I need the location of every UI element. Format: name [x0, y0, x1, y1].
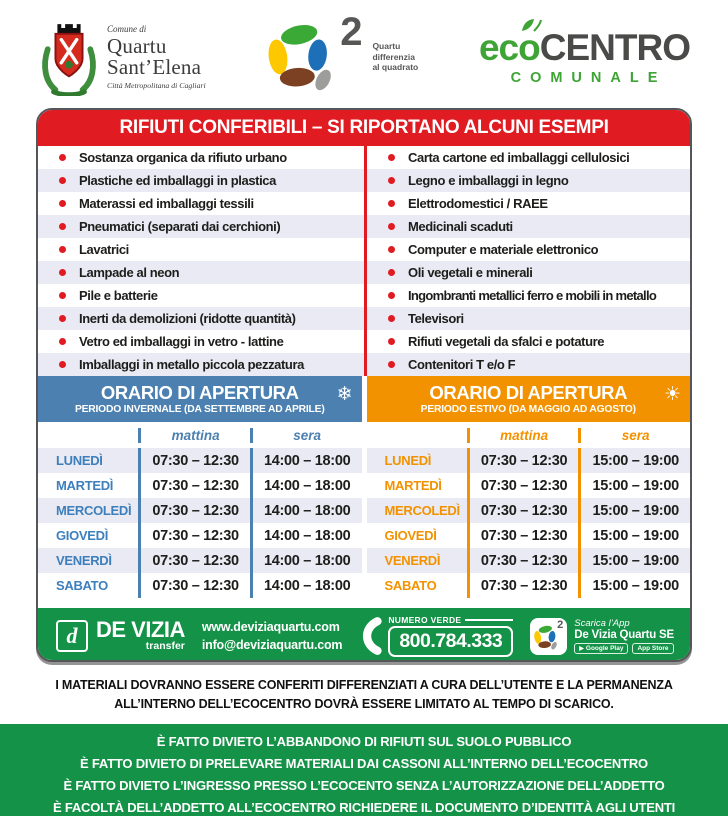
devizia-footer-bar [38, 608, 690, 662]
winter-schedule-header [38, 376, 362, 422]
list-item [367, 169, 690, 192]
app-scarica-label: Scarica l’App [574, 618, 630, 629]
rule-line: È FATTO DIVIETO L’ABBANDONO DI RIFIUTI SUL SUOLO PUBBLICO [156, 734, 572, 749]
list-item-label: Pneumatici (separati dai cerchioni) [79, 219, 281, 234]
comune-subtitle: Città Metropolitana di Cagliari [107, 80, 206, 90]
list-item [367, 284, 690, 307]
list-item-label: Medicinali scaduti [408, 219, 513, 234]
list-item-label: Plastiche ed imballaggi in plastica [79, 173, 276, 188]
summer-schedule [367, 376, 691, 608]
rule-line: È FACOLTÀ DELL’ADDETTO ALL’ECOCENTRO RICHIEDERE IL DOCUMENTO D’IDENTITÀ AGLI UTENTI [52, 800, 676, 816]
waste-column-left [38, 146, 364, 376]
list-item [367, 261, 690, 284]
google-play-badge[interactable]: ▶ Google Play [574, 643, 628, 654]
bullet-icon [388, 315, 395, 322]
quartu2-caption-line3: al quadrato [372, 62, 419, 73]
comune-name-line1: Quartu [107, 33, 167, 58]
waste-lists [38, 146, 690, 376]
ecocentro-comunale-text: COMUNALE [510, 69, 667, 86]
summer-title: ORARIO DI APERTURA [429, 382, 628, 404]
list-item-label: Televisori [408, 311, 464, 326]
rules-banner [0, 724, 728, 816]
rule-line: È FATTO DIVIETO L’INGRESSO PRESSO L’ECOCENTO SENZA L’AUTORIZZAZIONE DELL’ADDETTO [63, 778, 665, 794]
bullet-icon [59, 338, 66, 345]
disclaimer-text [0, 662, 728, 724]
ecocentro-logo [478, 26, 690, 86]
banner-title: RIFIUTI CONFERIBILI – SI RIPORTANO ALCUNI ESEMPI [38, 110, 690, 146]
app-name: De Vizia Quartu SE [574, 629, 674, 641]
winter-col-mattina: mattina [138, 428, 250, 443]
table-row: MERCOLEDÌ 07:30 – 12:30 14:00 – 18:00 [38, 498, 362, 523]
app-icon-number: 2 [557, 618, 564, 631]
table-row: LUNEDÌ 07:30 – 12:30 14:00 – 18:00 [38, 448, 362, 473]
app-icon [530, 618, 567, 655]
list-item-label: Oli vegetali e minerali [408, 265, 533, 280]
rule-line: È FATTO DIVIETO DI PRELEVARE MATERIALI DAI CASSONI ALL’INTERNO DELL’ECOCENTRO [80, 756, 648, 772]
list-item-label: Contenitori T e/o F [408, 357, 516, 372]
list-item-label: Inerti da demolizioni (ridotte quantità) [79, 311, 296, 326]
summer-subtitle: PERIODO ESTIVO (DA MAGGIO AD AGOSTO) [420, 403, 636, 415]
bullet-icon [59, 223, 66, 230]
list-item [367, 192, 690, 215]
list-item [38, 215, 364, 238]
list-item-label: Ingombranti metallici ferro e mobili in metallo [408, 288, 657, 303]
table-row: MARTEDÌ 07:30 – 12:30 14:00 – 18:00 [38, 473, 362, 498]
table-row: VENERDÌ 07:30 – 12:30 15:00 – 19:00 [367, 548, 691, 573]
bullet-icon [388, 361, 395, 368]
table-row: MERCOLEDÌ 07:30 – 12:30 15:00 – 19:00 [367, 498, 691, 523]
bullet-icon [59, 200, 66, 207]
bullet-icon [59, 292, 66, 299]
list-item [367, 215, 690, 238]
bullet-icon [388, 177, 395, 184]
comune-pretitle: Comune di [107, 23, 147, 34]
list-item [367, 353, 690, 376]
list-item-label: Legno e imballaggi in legno [408, 173, 569, 188]
numero-verde-label: NUMERO VERDE [388, 615, 462, 626]
leaves-icon [266, 20, 336, 92]
list-item-label: Sostanza organica da rifiuto urbano [79, 150, 287, 165]
winter-title: ORARIO DI APERTURA [100, 382, 299, 404]
table-row: GIOVEDÌ 07:30 – 12:30 15:00 – 19:00 [367, 523, 691, 548]
list-item [367, 146, 690, 169]
devizia-logo [56, 616, 185, 653]
table-row: LUNEDÌ 07:30 – 12:30 15:00 – 19:00 [367, 448, 691, 473]
list-item [38, 261, 364, 284]
phone-icon [359, 617, 383, 655]
bullet-icon [388, 292, 395, 299]
comune-name-line2: Sant’Elena [107, 55, 202, 80]
list-item-label: Elettrodomestici / RAEE [408, 196, 548, 211]
list-item-label: Carta cartone ed imballaggi cellulosici [408, 150, 630, 165]
sun-icon: ☀ [663, 384, 681, 405]
disclaimer-line1: I MATERIALI DOVRANNO ESSERE CONFERITI DIFFERENZIATI A CURA DELL’UTENTE E LA PERMANENZA [55, 678, 673, 692]
table-row: SABATO 07:30 – 12:30 15:00 – 19:00 [367, 573, 691, 598]
list-item [38, 307, 364, 330]
app-download-block [530, 618, 674, 655]
ecocentro-eco-text: ec [478, 26, 519, 68]
bullet-icon [59, 177, 66, 184]
bullet-icon [388, 200, 395, 207]
winter-schedule [38, 376, 362, 608]
table-row: VENERDÌ 07:30 – 12:30 14:00 – 18:00 [38, 548, 362, 573]
list-item-label: Rifiuti vegetali da sfalci e potature [408, 334, 605, 349]
bullet-icon [59, 246, 66, 253]
bullet-icon [59, 361, 66, 368]
list-item-label: Computer e materiale elettronico [408, 242, 599, 257]
ecocentro-o-with-leaf: o [518, 29, 540, 66]
quartu-differenzia-logo [266, 10, 419, 94]
bullet-icon [388, 246, 395, 253]
list-item [38, 353, 364, 376]
ecocentro-centro-text: CENTRO [539, 26, 690, 68]
bullet-icon [388, 154, 395, 161]
bullet-icon [388, 223, 395, 230]
quartu2-caption-line2: differenzia [372, 51, 415, 62]
waste-column-right [364, 146, 690, 376]
summer-schedule-header [367, 376, 691, 422]
table-row: MARTEDÌ 07:30 – 12:30 15:00 – 19:00 [367, 473, 691, 498]
list-item [38, 238, 364, 261]
list-item [367, 238, 690, 261]
leaves-icon [533, 624, 559, 650]
poster-header [0, 0, 728, 108]
bullet-icon [388, 269, 395, 276]
list-item-label: Lampade al neon [79, 265, 180, 280]
phone-number-box[interactable] [388, 626, 513, 656]
list-item [38, 169, 364, 192]
devizia-name: DE VIZIA [96, 616, 185, 642]
quartu2-number: 2 [340, 10, 363, 54]
leaf-sprout-icon [520, 18, 542, 32]
list-item [367, 330, 690, 353]
list-item [38, 284, 364, 307]
devizia-logo-icon: d [56, 620, 88, 652]
numero-verde-block [359, 615, 513, 656]
winter-subtitle: PERIODO INVERNALE (DA SETTEMBRE AD APRILE) [74, 403, 325, 415]
bullet-icon [59, 269, 66, 276]
list-item-label: Pile e batterie [79, 288, 158, 303]
summer-col-mattina: mattina [467, 428, 579, 443]
list-item [367, 307, 690, 330]
list-item [38, 146, 364, 169]
numero-verde-rule [465, 619, 513, 621]
disclaimer-line2: ALL’INTERNO DELL’ECOCENTRO DOVRÀ ESSERE LIMITATO AL TEMPO DI SCARICO. [114, 697, 614, 712]
summer-column-headers [367, 422, 691, 448]
website-link[interactable]: www.deviziaquartu.com [201, 619, 340, 634]
list-item-label: Materassi ed imballaggi tessili [79, 196, 254, 211]
list-item [38, 330, 364, 353]
play-icon: ▶ [579, 646, 584, 652]
devizia-sub: transfer [145, 640, 185, 653]
app-store-badge[interactable]: App Store [632, 643, 673, 654]
coat-of-arms-icon [40, 18, 98, 96]
winter-col-sera: sera [250, 428, 362, 443]
phone-number[interactable]: 800.784.333 [399, 630, 503, 653]
snowflake-icon: ❄ [336, 384, 353, 405]
poster-box [36, 108, 692, 662]
bullet-icon [59, 154, 66, 161]
summer-col-sera: sera [578, 428, 690, 443]
bullet-icon [59, 315, 66, 322]
list-item-label: Vetro ed imballaggi in vetro - lattine [79, 334, 284, 349]
table-row: GIOVEDÌ 07:30 – 12:30 14:00 – 18:00 [38, 523, 362, 548]
winter-column-headers [38, 422, 362, 448]
list-item-label: Imballaggi in metallo piccola pezzatura [79, 357, 304, 372]
list-item-label: Lavatrici [79, 242, 129, 257]
quartu2-caption-line1: Quartu [372, 41, 401, 52]
email-link[interactable]: info@deviziaquartu.com [201, 638, 343, 652]
list-item [38, 192, 364, 215]
table-row: SABATO 07:30 – 12:30 14:00 – 18:00 [38, 573, 362, 598]
opening-hours-section [38, 376, 690, 608]
comune-logo [40, 18, 206, 96]
bullet-icon [388, 338, 395, 345]
